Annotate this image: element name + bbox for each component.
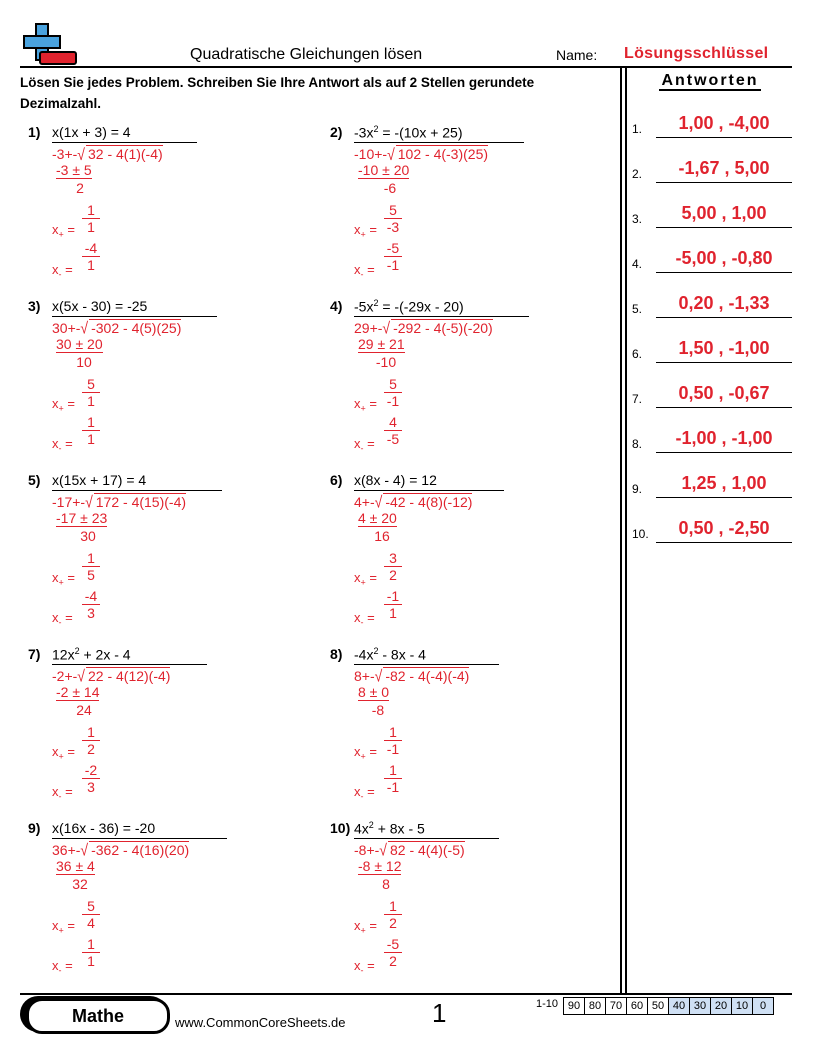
x-plus-label: $x_+$ = (354, 744, 377, 762)
problem-number: 2) (330, 124, 343, 140)
quadratic-formula-step: 4+-√ -42 - 4(8)(-12) (354, 492, 473, 512)
quadratic-formula-step: 36+-√ -362 - 4(16)(20) (52, 840, 190, 860)
simplified-numerator: 30 ± 20 (56, 336, 103, 352)
simplified-denominator: 30 (80, 528, 96, 544)
answer-line (656, 182, 792, 183)
x-plus-fraction: $\frac{3}{2}$ (384, 550, 402, 583)
problem-equation: x(5x - 30) = -25 (52, 298, 148, 314)
quadratic-formula-step: -8+-√ 82 - 4(4)(-5) (354, 840, 465, 860)
problem (28, 124, 318, 294)
x-minus-fraction: $\frac{1}{-1}$ (384, 762, 402, 795)
column-divider-left (620, 68, 622, 993)
problem-number: 1) (28, 124, 41, 140)
sqrt-icon: √ (374, 492, 383, 512)
answer-row (630, 333, 792, 363)
answer-value: 0,50 , -0,67 (678, 383, 770, 403)
problem (28, 820, 318, 990)
answer-number: 3. (632, 212, 643, 226)
x-plus-label: $x_+$ = (52, 918, 75, 936)
problem-number: 6) (330, 472, 343, 488)
worksheet-title: Quadratische Gleichungen lösen (190, 46, 423, 63)
answer-number: 6. (632, 347, 643, 361)
answer-line (656, 407, 792, 408)
score-cell: 10 (731, 997, 753, 1015)
simplified-denominator: 8 (382, 876, 390, 892)
simplified-denominator: -6 (383, 180, 397, 196)
quadratic-formula-step: 8+-√ -82 - 4(-4)(-4) (354, 666, 470, 686)
answer-rule (354, 664, 499, 665)
footer-rule (20, 993, 792, 995)
exponent: 2 (368, 820, 374, 830)
x-minus-label: $x_-$ = (52, 436, 73, 454)
simplified-denominator: 16 (374, 528, 390, 544)
problem-number: 3) (28, 298, 41, 314)
x-minus-fraction: $\frac{-2}{3}$ (82, 762, 100, 795)
x-minus-fraction: $\frac{1}{1}$ (82, 936, 100, 969)
x-minus-label: $x_-$ = (354, 436, 375, 454)
x-minus-label: $x_-$ = (354, 958, 375, 976)
answer-row (630, 378, 792, 408)
answer-rule (52, 490, 222, 491)
x-minus-label: $x_-$ = (354, 784, 375, 802)
answer-line (656, 362, 792, 363)
x-minus-fraction: $\frac{-5}{2}$ (384, 936, 402, 969)
answer-row (630, 198, 792, 228)
answer-number: 2. (632, 167, 643, 181)
answer-row (630, 423, 792, 453)
x-minus-label: $x_-$ = (52, 958, 73, 976)
x-plus-fraction: $\frac{1}{2}$ (384, 898, 402, 931)
x-plus-fraction: $\frac{1}{2}$ (82, 724, 100, 757)
x-plus-label: $x_+$ = (354, 396, 377, 414)
instructions: Lösen Sie jedes Problem. Schreiben Sie Ihre Antwort als auf 2 Stellen gerundete Dezimalzahl. (20, 75, 535, 111)
problem (330, 820, 620, 990)
simplified-numerator: 4 ± 20 (358, 510, 397, 526)
score-cell: 90 (563, 997, 585, 1015)
x-plus-label: $x_+$ = (52, 222, 75, 240)
answer-row (630, 513, 792, 543)
score-cell: 0 (752, 997, 774, 1015)
quadratic-formula-step: -17+-√ 172 - 4(15)(-4) (52, 492, 187, 512)
header-rule (20, 66, 792, 68)
answer-number: 8. (632, 437, 643, 451)
x-plus-label: $x_+$ = (52, 396, 75, 414)
score-table (564, 997, 774, 1015)
problem (330, 298, 620, 468)
sqrt-icon: √ (374, 666, 383, 686)
x-plus-fraction: $\frac{5}{1}$ (82, 376, 100, 409)
answer-line (656, 317, 792, 318)
answer-line (656, 452, 792, 453)
answer-rule (52, 838, 227, 839)
answer-line (656, 272, 792, 273)
simplified-numerator: -8 ± 12 (358, 858, 402, 874)
exponent: 2 (373, 646, 379, 656)
x-plus-label: $x_+$ = (354, 918, 377, 936)
x-minus-label: $x_-$ = (354, 610, 375, 628)
score-cell: 30 (689, 997, 711, 1015)
problem-equation: x(8x - 4) = 12 (354, 472, 437, 488)
answers-heading: Antworten (661, 72, 759, 89)
answer-value: 0,20 , -1,33 (678, 293, 770, 313)
simplified-denominator: 2 (76, 180, 84, 196)
answer-value: 5,00 , 1,00 (681, 203, 767, 223)
logo-icon (20, 22, 80, 68)
answer-row (630, 153, 792, 183)
sqrt-icon: √ (80, 840, 89, 860)
simplified-numerator: -17 ± 23 (56, 510, 108, 526)
x-minus-label: $x_-$ = (52, 610, 73, 628)
answer-value: -5,00 , -0,80 (675, 248, 773, 268)
exponent: 2 (373, 298, 379, 308)
answer-rule (354, 838, 499, 839)
sqrt-icon: √ (77, 666, 85, 686)
x-plus-fraction: $\frac{1}{1}$ (82, 202, 100, 235)
answer-rule (52, 316, 217, 317)
score-cell: 50 (647, 997, 669, 1015)
x-plus-label: $x_+$ = (354, 570, 377, 588)
answer-rule (354, 490, 504, 491)
problem-number: 4) (330, 298, 343, 314)
answer-line (656, 137, 792, 138)
sqrt-icon: √ (387, 144, 395, 164)
answer-line (656, 542, 792, 543)
answer-rule (354, 142, 524, 143)
exponent: 2 (74, 646, 80, 656)
sqrt-icon: √ (379, 840, 387, 860)
sqrt-icon: √ (382, 318, 391, 338)
problem-number: 8) (330, 646, 343, 662)
answer-value: 1,25 , 1,00 (681, 473, 767, 493)
problem (28, 646, 318, 816)
x-plus-fraction: $\frac{5}{-3}$ (384, 202, 402, 235)
simplified-denominator: -10 (375, 354, 397, 370)
problem-number: 10) (330, 820, 351, 836)
x-plus-label: $x_+$ = (52, 570, 75, 588)
simplified-numerator: -3 ± 5 (56, 162, 92, 178)
simplified-numerator: -10 ± 20 (358, 162, 410, 178)
score-cell: 60 (626, 997, 648, 1015)
answer-rule (52, 664, 207, 665)
answer-number: 10. (632, 527, 649, 541)
problem-equation: $-4x^2 - 8x - 4$ (354, 646, 426, 663)
problem-equation: $-3x^2 = -(10x + 25)$ (354, 124, 463, 141)
problem (330, 472, 620, 642)
x-plus-fraction: $\frac{5}{-1}$ (384, 376, 402, 409)
x-minus-fraction: $\frac{1}{1}$ (82, 414, 100, 447)
answer-number: 1. (632, 122, 643, 136)
x-minus-label: $x_-$ = (52, 262, 73, 280)
problem-number: 7) (28, 646, 41, 662)
subject-badge: Mathe (26, 998, 170, 1034)
problem (330, 124, 620, 294)
answer-value: -1,67 , 5,00 (678, 158, 770, 178)
problem-equation: $4x^2 + 8x - 5$ (354, 820, 425, 837)
answer-rule (354, 316, 529, 317)
page-number: 1 (432, 998, 447, 1028)
score-cell: 20 (710, 997, 732, 1015)
score-label: 1-10 (536, 998, 559, 1010)
answer-number: 4. (632, 257, 643, 271)
x-plus-fraction: $\frac{1}{-1}$ (384, 724, 402, 757)
x-plus-fraction: $\frac{1}{5}$ (82, 550, 100, 583)
simplified-numerator: -2 ± 14 (56, 684, 100, 700)
problem-equation: $-5x^2 = -(-29x - 20)$ (354, 298, 464, 315)
x-plus-label: $x_+$ = (52, 744, 75, 762)
quadratic-formula-step: -2+-√ 22 - 4(12)(-4) (52, 666, 171, 686)
simplified-numerator: 29 ± 21 (358, 336, 405, 352)
x-plus-label: $x_+$ = (354, 222, 377, 240)
problem (330, 646, 620, 816)
score-cell: 70 (605, 997, 627, 1015)
simplified-denominator: -8 (371, 702, 385, 718)
score-cell: 40 (668, 997, 690, 1015)
problem-equation: x(1x + 3) = 4 (52, 124, 131, 140)
answer-rule (52, 142, 197, 143)
answer-value: -1,00 , -1,00 (675, 428, 773, 448)
sqrt-icon: √ (77, 144, 85, 164)
answer-key-label: Lösungsschlüssel (624, 45, 769, 62)
name-label: Name: (556, 47, 598, 63)
quadratic-formula-step: 29+-√ -292 - 4(-5)(-20) (354, 318, 493, 338)
sqrt-icon: √ (85, 492, 93, 512)
x-minus-label: $x_-$ = (52, 784, 73, 802)
problem (28, 298, 318, 468)
quadratic-formula-step: -3+-√ 32 - 4(1)(-4) (52, 144, 163, 164)
exponent: 2 (373, 124, 379, 134)
simplified-numerator: 8 ± 0 (358, 684, 390, 700)
answer-row (630, 243, 792, 273)
x-minus-fraction: $\frac{-1}{1}$ (384, 588, 402, 621)
problem-equation: $12x^2 + 2x - 4$ (52, 646, 131, 663)
x-minus-fraction: $\frac{4}{-5}$ (384, 414, 402, 447)
problem-number: 9) (28, 820, 41, 836)
simplified-denominator: 10 (76, 354, 92, 370)
x-minus-fraction: $\frac{-4}{3}$ (82, 588, 100, 621)
answer-value: 1,00 , -4,00 (678, 113, 770, 133)
answer-number: 9. (632, 482, 643, 496)
simplified-numerator: 36 ± 4 (56, 858, 95, 874)
answer-number: 7. (632, 392, 643, 406)
answer-row (630, 468, 792, 498)
problem-equation: x(16x - 36) = -20 (52, 820, 156, 836)
column-divider-right (625, 68, 627, 993)
simplified-denominator: 24 (76, 702, 92, 718)
problem (28, 472, 318, 642)
sqrt-icon: √ (80, 318, 89, 338)
quadratic-formula-step: -10+-√ 102 - 4(-3)(25) (354, 144, 489, 164)
quadratic-formula-step: 30+-√ -302 - 4(5)(25) (52, 318, 182, 338)
answer-row (630, 108, 792, 138)
site-url: www.CommonCoreSheets.de (175, 1015, 346, 1030)
answer-value: 0,50 , -2,50 (678, 518, 770, 538)
answer-value: 1,50 , -1,00 (678, 338, 770, 358)
score-cell: 80 (584, 997, 606, 1015)
answer-number: 5. (632, 302, 643, 316)
answer-line (656, 227, 792, 228)
simplified-denominator: 32 (72, 876, 88, 892)
answer-line (656, 497, 792, 498)
problem-equation: x(15x + 17) = 4 (52, 472, 147, 488)
x-minus-label: $x_-$ = (354, 262, 375, 280)
x-minus-fraction: $\frac{-5}{-1}$ (384, 240, 402, 273)
problem-number: 5) (28, 472, 41, 488)
x-plus-fraction: $\frac{5}{4}$ (82, 898, 100, 931)
x-minus-fraction: $\frac{-4}{1}$ (82, 240, 100, 273)
answer-row (630, 288, 792, 318)
